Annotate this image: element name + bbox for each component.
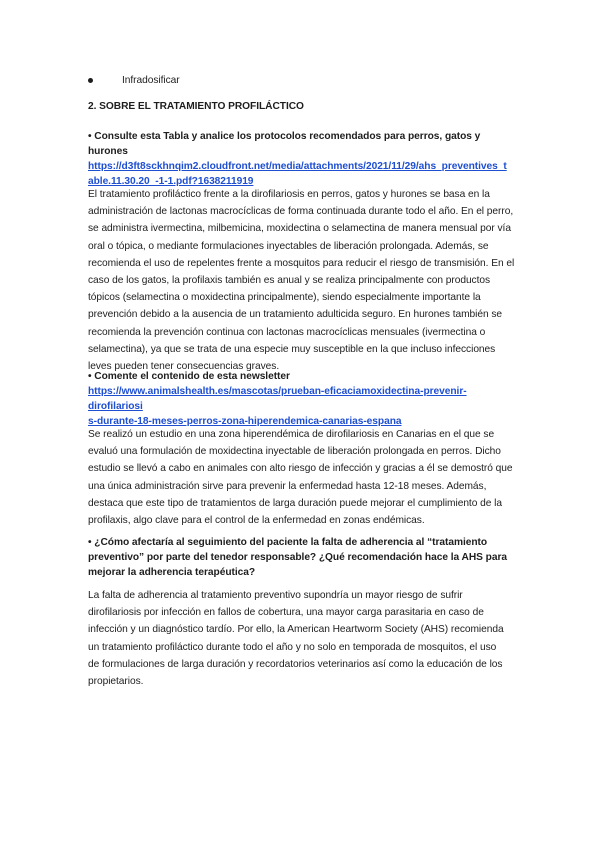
bullet-icon [88, 78, 93, 83]
paragraph-line: leves pueden tener consecuencias graves. [88, 361, 280, 373]
section-heading: 2. SOBRE EL TRATAMIENTO PROFILÁCTICO [88, 101, 304, 112]
paragraph-line: de formulaciones de larga duración y recordatorios veterinarios así como la educación de los [88, 658, 503, 670]
paragraph-line: un tratamiento profiláctico durante todo el año y no solo en temporada de mosquitos, el uso [88, 641, 497, 653]
paragraph-line: infección y un diagnóstico tardío. Por ello, la American Heartworm Society (AHS) recomienda [88, 624, 504, 636]
paragraph-line: Se realizó un estudio en una zona hiperendémica de dirofilariosis en Canarias en el que se [88, 429, 495, 440]
paragraph-line: profilaxis, algo clave para el control de la enfermedad en zonas endémicas. [88, 515, 425, 527]
bullet-item-text: Infradosificar [122, 74, 180, 86]
question-3-line: preventivo” por parte del tenedor responsable? ¿Qué recomendación hace la AHS para [88, 552, 507, 563]
table-link-line-2[interactable]: able.11.30.20_-1-1.pdf?1638211919 [88, 176, 254, 187]
question-2 [88, 369, 520, 429]
paragraph-line: recomienda el uso de repelentes frente a mosquitos para reducir el riesgo de transmisión. En el [88, 257, 515, 269]
answer-2-paragraph [88, 426, 520, 529]
paragraph-line: una única administración sirve para prevenir la enfermedad hasta 12-18 meses. Además, [88, 480, 487, 492]
paragraph-line: oral o tópica, o mediante formulaciones inyectables de liberación prolongada. Además, se [88, 240, 489, 252]
question-3 [88, 535, 520, 580]
paragraph-line: estudio se llevó a cabo en animales con alto riesgo de infección y gracias a él se demostró que [88, 463, 513, 475]
bullet-list-item [88, 73, 180, 87]
paragraph-line: propietarios. [88, 676, 144, 688]
paragraph-line: destaca que este tipo de tratamientos de larga duración puede mejorar el cumplimiento de la [88, 497, 502, 509]
question-3-line: • ¿Cómo afectaría al seguimiento del paciente la falta de adherencia al “tratamiento [88, 537, 488, 548]
question-2-text: • Comente el contenido de esta newsletter [88, 371, 290, 382]
question-1-text: • Consulte esta Tabla y analice los protocolos recomendados para perros, gatos y hurones [88, 131, 481, 157]
paragraph-line: administración de lactonas macrocíclicas de forma continuada durante todo el año. En el perro, [88, 206, 514, 218]
newsletter-link-line-1[interactable]: https://www.animalshealth.es/mascotas/prueban-eficaciamoxidectina-prevenir-dirofilariosi [88, 386, 467, 412]
paragraph-line: tópicos (selamectina o moxidectina principalmente), siendo especialmente importante la [88, 292, 481, 304]
answer-3-paragraph [88, 587, 520, 690]
paragraph-line: La falta de adherencia al tratamiento preventivo supondría un mayor riesgo de sufrir [88, 590, 463, 601]
paragraph-line: prevención debido a la ausencia de un tratamiento adulticida seguro. En hurones también se [88, 309, 503, 321]
paragraph-line: se administra ivermectina, milbemicina, moxidectina o selamectina de manera mensual por vía [88, 223, 511, 235]
table-link-line-1[interactable]: https://d3ft8sckhnqim2.cloudfront.net/media/attachments/2021/11/29/ahs_preventives_t [88, 161, 507, 172]
question-3-line: mejorar la adherencia terapéutica? [88, 567, 256, 578]
paragraph-line: evaluó una formulación de moxidectina inyectable de liberación prolongada en perros. Dicho [88, 446, 501, 458]
paragraph-line: selamectina), ya que se trata de una especie muy susceptible en la que incluso infecciones [88, 343, 496, 355]
paragraph-line: recomienda la prevención continua con lactonas macrocíclicas mensuales (ivermectina o [88, 326, 486, 338]
paragraph-line: El tratamiento profiláctico frente a la dirofilariosis en perros, gatos y hurones se basa en la [88, 189, 490, 200]
answer-1-paragraph [88, 186, 520, 375]
question-1 [88, 129, 520, 189]
paragraph-line: caso de los gatos, la profilaxis también es anual y se realiza principalmente con productos [88, 275, 491, 287]
paragraph-line: dirofilariosis por infección en fallos de cobertura, una mayor carga parasitaria en caso de [88, 607, 484, 619]
newsletter-link-line-2[interactable]: s-durante-18-meses-perros-zona-hiperendemica-canarias-espana [88, 416, 402, 427]
